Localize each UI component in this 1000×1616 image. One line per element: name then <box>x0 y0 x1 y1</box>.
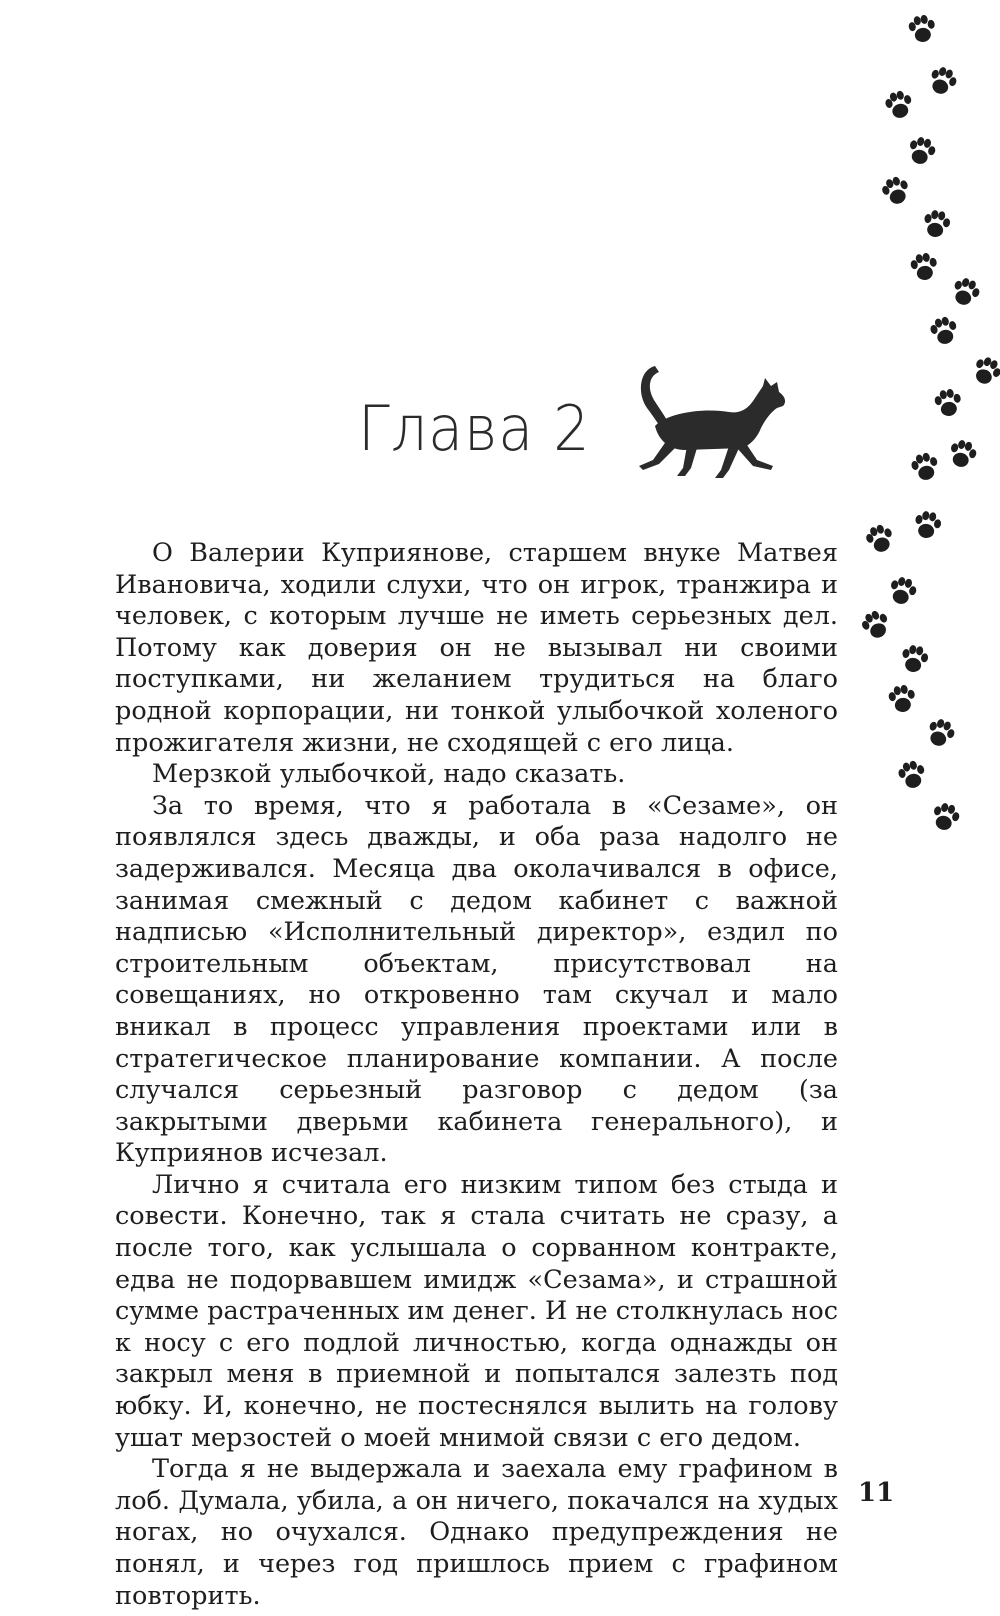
body-text <box>115 538 838 1612</box>
paw-print-icon <box>947 438 979 470</box>
paw-print-icon <box>909 251 939 282</box>
paw-print-icon <box>906 135 938 167</box>
paw-print-icon <box>924 716 957 750</box>
paw-print-icon <box>859 607 894 642</box>
paw-print-icon <box>909 451 941 483</box>
paw-print-icon <box>930 801 962 833</box>
paw-print-icon <box>863 522 896 556</box>
paw-print-icon <box>883 89 915 121</box>
paw-print-icon <box>887 683 917 714</box>
paragraph: Лично я считала его низким типом без стыда и совести. Конечно, так я стала считать не сразу, а после того, как услышала о сорванном контракте, едва не подорвавшем имидж «Сезама», и страшной сумме растраченных им денег. И не столкнулась нос к носу с его подлой личностью, когда однажды он закрыл меня в приемной и попытался залезть под юбку. И, конечно, не постеснялся вылить на голову ушат мерзостей о моей мнимой связи с его дедом. <box>115 1169 838 1453</box>
paragraph: Тогда я не выдержала и заехала ему графином в лоб. Думала, убила, а он ничего, покачался на худых ногах, но очухался. Однако предупреждения не понял, и через год пришлось прием с графином повторить. <box>115 1454 838 1611</box>
paragraph: О Валерии Куприянове, старшем внуке Матвея Ивановича, ходили слухи, что он игрок, транжира и человек, с которым лучше не иметь серьезных дел. Потому как доверия он не вызывал ни своими поступками, ни желанием трудиться на благо родной корпорации, ни тонкой улыбочкой холеного прожигателя жизни, не сходящей с его лица. <box>115 538 838 758</box>
page-number: 11 <box>858 1478 895 1508</box>
chapter-title: Глава 2 <box>358 392 591 465</box>
paw-print-icon <box>913 510 943 541</box>
paw-print-icon <box>879 174 912 208</box>
paw-print-icon <box>949 275 982 309</box>
cat-silhouette-icon <box>625 342 800 487</box>
paw-print-icon <box>926 64 959 98</box>
paw-print-icon <box>928 315 960 347</box>
paragraph: За то время, что я работала в «Сезаме», он появлялся здесь дважды, и оба раза надолго не задерживался. Месяца два околачивался в офисе, занимая смежный с дедом кабинет с важной надписью «Исполнительный директор», ездил по строительным объектам, присутствовал на совещаниях, но откровенно там скучал и мало вникал в процесс управления проектами или в стратегическое планирование компании. А после случался серьезный разговор с дедом (за закрытыми дверьми кабинета генерального), и Куприянов исчезал. <box>115 790 838 1169</box>
paw-print-icon <box>900 644 930 675</box>
paw-print-icon <box>933 387 963 418</box>
paw-print-icon <box>970 354 1000 389</box>
paw-print-icon <box>907 13 937 44</box>
paw-print-icon <box>887 575 919 607</box>
paw-print-icon <box>896 759 928 791</box>
paw-print-icon <box>922 209 952 240</box>
paragraph: Мерзкой улыбочкой, надо сказать. <box>152 759 626 790</box>
